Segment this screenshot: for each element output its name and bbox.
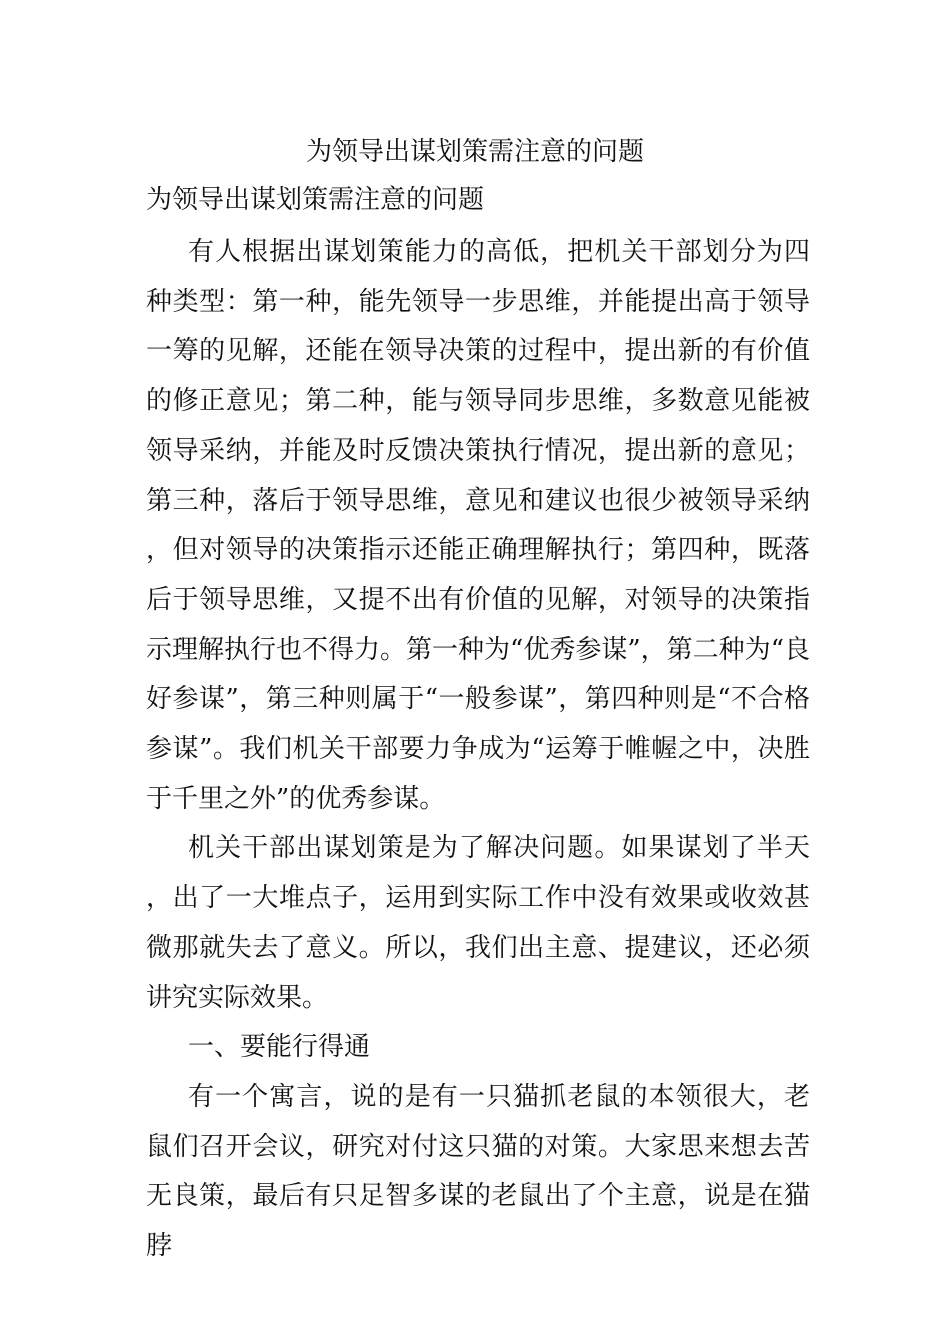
section-heading-feasible: 一、要能行得通	[188, 1032, 371, 1063]
document-body	[146, 228, 810, 1272]
paragraph-purpose: 机关干部出谋划策是为了解决问题。如果谋划了半天，出了一大堆点子，运用到实际工作中没有效果或收效甚微那就失去了意义。所以，我们出主意、提建议，还必须讲究实际效果。	[146, 833, 810, 1013]
document-subtitle: 为领导出谋划策需注意的问题	[146, 185, 485, 215]
document-title: 为领导出谋划策需注意的问题	[305, 137, 644, 167]
paragraph-classification: 有人根据出谋划策能力的高低，把机关干部划分为四种类型：第一种，能先领导一步思维，并能提出高于领导一筹的见解，还能在领导决策的过程中，提出新的有价值的修正意见；第二种，能与领导同步思维，多数意见能被领导采纳，并能及时反馈决策执行情况，提出新的意见；第三种，落后于领导思维，意见和建议也很少被领导采纳，但对领导的决策指示还能正确理解执行；第四种，既落后于领导思维，又提不出有价值的见解，对领导的决策指示理解执行也不得力。第一种为“优秀参谋”，第二种为“良好参谋”，第三种则属于“一般参谋”，第四种则是“不合格参谋”。我们机关干部要力争成为“运筹于帷幄之中，决胜于千里之外”的优秀参谋。	[146, 237, 810, 814]
paragraph-fable: 有一个寓言，说的是有一只猫抓老鼠的本领很大，老鼠们召开会议，研究对付这只猫的对策。大家思来想去苦无良策，最后有只足智多谋的老鼠出了个主意，说是在猫脖	[146, 1081, 810, 1262]
